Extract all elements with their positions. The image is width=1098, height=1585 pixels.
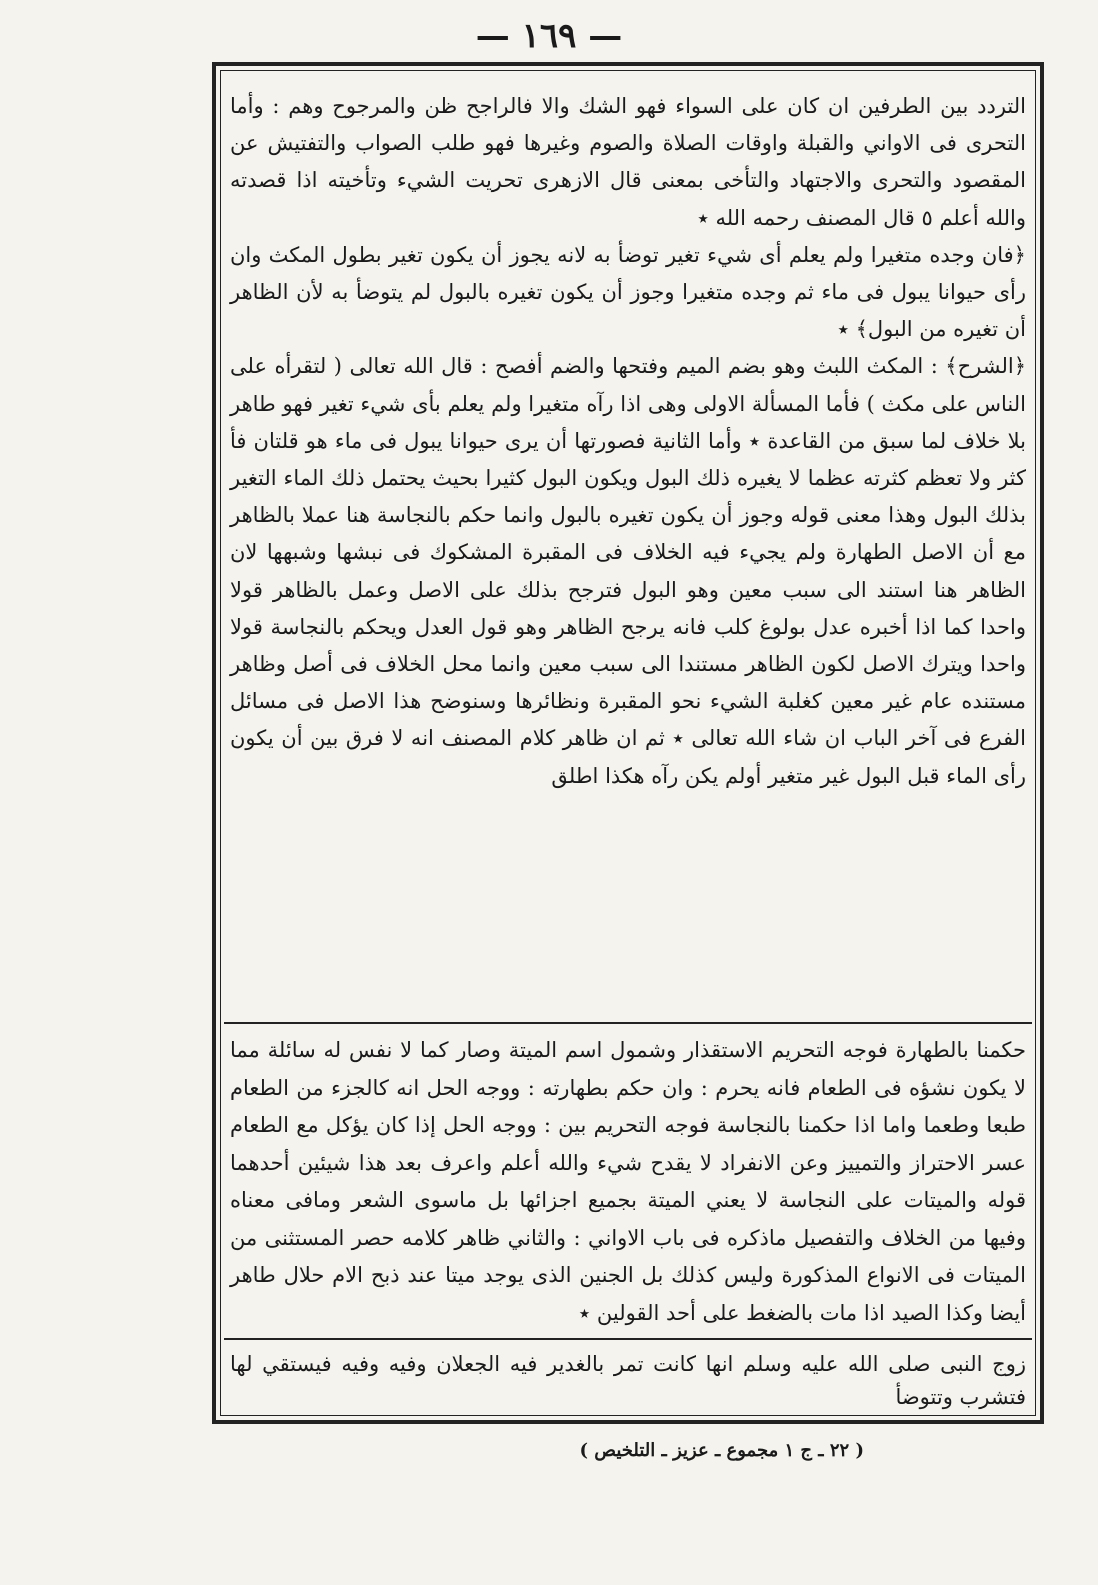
section-divider (224, 1338, 1032, 1340)
paragraph-second: حكمنا بالطهارة فوجه التحريم الاستقذار وشمول اسم الميتة وصار كما لا نفس له سائلة مما لا يكون نشؤه فى الطعام فانه يحرم : وان حكم بطهارته : ووجه الحل انه كالجزء من الطعام طبعا وطعما واما اذا حكمنا بالنجاسة فوجه التحريم بين : ووجه الحل إذا كان يؤكل مع الطعام عسر الاحتراز والتمييز وعن الانفراد لا يقدح شيء والله أعلم واعرف بعد هذا شيئين أحدهما قوله والميتات على النجاسة لا يعني الميتة بجميع اجزائها بل ماسوى الشعر ومافى معناه وفيها من الخلاف والتفصيل ماذكره فى باب الاواني : والثاني ظاهر كلامه حصر المستثنى من الميتات فى الانواع المذكورة وليس كذلك بل الجنين الذى يوجد ميتا عند ذبح الام حلال طاهر أيضا وكذا الصيد اذا مات بالضغط على أحد القولين ٭ (230, 1038, 1026, 1325)
page-number: — ١٦٩ — (475, 16, 623, 56)
main-commentary (230, 88, 1026, 1018)
section-divider (224, 1022, 1032, 1024)
paragraph-sharh: ﴿الشرح﴾ : المكث اللبث وهو بضم الميم وفتحها والضم أفصح : قال الله تعالى ( لتقرأه على الناس على مكث ) فأما المسألة الاولى وهى اذا رآه متغيرا ولم يعلم بأى شيء تغير فهو طاهر بلا خلاف لما سبق من القاعدة ٭ وأما الثانية فصورتها أن يرى حيوانا يبول فى ماء هو قلتان فأ كثر ولا تعظم كثرته عظما لا يغيره ذلك البول ويكون البول كثيرا بحيث يحتمل ذلك الماء التغير بذلك البول وهذا معنى قوله وجوز أن يكون تغيره بالبول وانما حكم بالنجاسة هنا عملا بالظاهر مع أن الاصل الطهارة ولم يجيء فيه الخلاف فى المقبرة المشكوك فى نبشها وشبهها لان الظاهر هنا استند الى سبب معين وهو البول فترجح بذلك على الاصل وعمل بالظاهر قولا واحدا كما اذا أخبره عدل بولوغ كلب فانه يرجح الظاهر وهو قول العدل ويحكم بالنجاسة قولا واحدا ويترك الاصل لكون الظاهر مستندا الى سبب معين وانما محل الخلاف فى أصل وظاهر مستنده عام غير معين كغلبة الشيء نحو المقبرة ونظائرها وسنوضح هذا الاصل فى مسائل الفرع فى آخر الباب ان شاء الله تعالى ٭ ثم ان ظاهر كلام المصنف انه لا فرق بين أن يكون رأى الماء قبل البول غير متغير أولم يكن رآه هكذا اطلق (230, 354, 1026, 788)
text-frame (212, 62, 1044, 1424)
second-commentary (230, 1032, 1026, 1334)
paragraph-matn: ﴿فان وجده متغيرا ولم يعلم أى شيء تغير توضأ به لانه يجوز أن يكون تغير بطول المكث وان رأى حيوانا يبول فى ماء ثم وجده متغيرا وجوز أن يكون تغيره بالبول لم يتوضأ به لأن الظاهر أن تغيره من البول﴾ ٭ (230, 242, 1026, 342)
paragraph-intro: التردد بين الطرفين ان كان على السواء فهو الشك والا فالراجح ظن والمرجوح وهم : وأما التحرى فى الاواني والقبلة واوقات الصلاة والصوم وغيرها فهو طلب الصواب والتفتيش عن المقصود والتحرى والاجتهاد والتأخى بمعنى قال الازهرى تحريت الشيء وتأخيته اذا قصدته والله أعلم ٥ قال المصنف رحمه الله ٭ (230, 94, 1026, 230)
paragraph-third: زوج النبى صلى الله عليه وسلم انها كانت تمر بالغدير فيه الجعلان وفيه وفيه فيستقي لها فتشرب وتتوضأ (230, 1352, 1026, 1409)
third-commentary (230, 1348, 1026, 1416)
page-footer: ( ٢٢ ـ ج ١ مجموع ـ عزيز ـ التلخيص ) (579, 1440, 864, 1461)
